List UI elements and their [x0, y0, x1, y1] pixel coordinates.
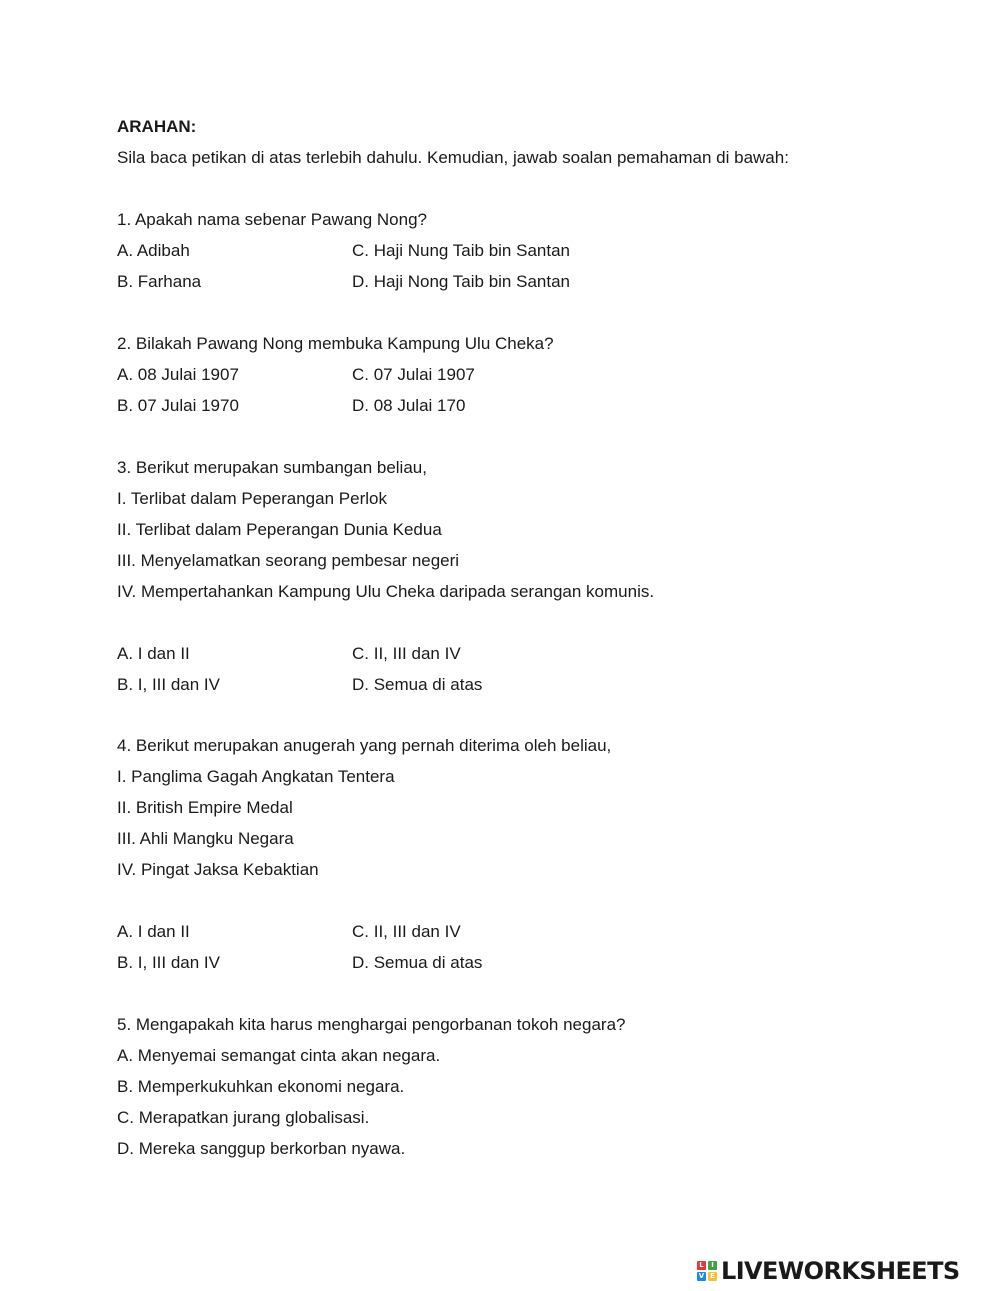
instructions-heading: ARAHAN: [117, 117, 197, 136]
liveworksheets-logo [697, 1256, 960, 1286]
logo-letter-l: L [697, 1261, 706, 1270]
question-1-option-a: A. Adibah [117, 241, 190, 260]
question-5-option-c: C. Merapatkan jurang globalisasi. [117, 1108, 370, 1127]
question-5-option-a: A. Menyemai semangat cinta akan negara. [117, 1046, 441, 1065]
question-3-statement-4: IV. Mempertahankan Kampung Ulu Cheka daripada serangan komunis. [117, 582, 655, 601]
logo-letter-v: V [698, 1272, 705, 1280]
question-4-statement-2: II. British Empire Medal [117, 798, 293, 817]
question-5-text: 5. Mengapakah kita harus menghargai pengorbanan tokoh negara? [117, 1015, 626, 1034]
question-1-option-b: B. Farhana [117, 272, 202, 291]
question-2-option-c: C. 07 Julai 1907 [352, 365, 475, 384]
question-3-statement-2: II. Terlibat dalam Peperangan Dunia Kedua [117, 520, 442, 539]
question-2-text: 2. Bilakah Pawang Nong membuka Kampung Ulu Cheka? [117, 334, 554, 353]
question-2-option-a: A. 08 Julai 1907 [117, 365, 239, 384]
question-5-option-d: D. Mereka sanggup berkorban nyawa. [117, 1139, 406, 1158]
question-4-option-b: B. I, III dan IV [117, 953, 220, 972]
question-4-option-a: A. I dan II [117, 922, 190, 941]
question-4-statement-1: I. Panglima Gagah Angkatan Tentera [117, 767, 395, 786]
question-1-text: 1. Apakah nama sebenar Pawang Nong? [117, 210, 428, 229]
question-3-option-b: B. I, III dan IV [117, 675, 220, 694]
question-3-option-c: C. II, III dan IV [352, 644, 461, 663]
instructions-text: Sila baca petikan di atas terlebih dahulu. Kemudian, jawab soalan pemahaman di bawah: [117, 148, 789, 167]
question-4-text: 4. Berikut merupakan anugerah yang pernah diterima oleh beliau, [117, 736, 612, 755]
question-1-option-c: C. Haji Nung Taib bin Santan [352, 241, 570, 260]
question-3-statement-1: I. Terlibat dalam Peperangan Perlok [117, 489, 387, 508]
question-2-option-b: B. 07 Julai 1970 [117, 396, 239, 415]
question-3-statement-3: III. Menyelamatkan seorang pembesar negeri [117, 551, 460, 570]
question-3-text: 3. Berikut merupakan sumbangan beliau, [117, 458, 427, 477]
liveworksheets-logo-icon [697, 1261, 717, 1281]
question-4-option-d: D. Semua di atas [352, 953, 483, 972]
question-3-option-a: A. I dan II [117, 644, 190, 663]
question-1-option-d: D. Haji Nong Taib bin Santan [352, 272, 570, 291]
question-4-option-c: C. II, III dan IV [352, 922, 461, 941]
liveworksheets-logo-text: LIVEWORKSHEETS [721, 1257, 960, 1285]
logo-letter-i: I [708, 1261, 717, 1270]
question-3-option-d: D. Semua di atas [352, 675, 483, 694]
question-2-option-d: D. 08 Julai 170 [352, 396, 466, 415]
question-5-option-b: B. Memperkukuhkan ekonomi negara. [117, 1077, 405, 1096]
question-4-statement-4: IV. Pingat Jaksa Kebaktian [117, 860, 319, 879]
question-4-statement-3: III. Ahli Mangku Negara [117, 829, 294, 848]
logo-letter-e: E [708, 1272, 717, 1281]
